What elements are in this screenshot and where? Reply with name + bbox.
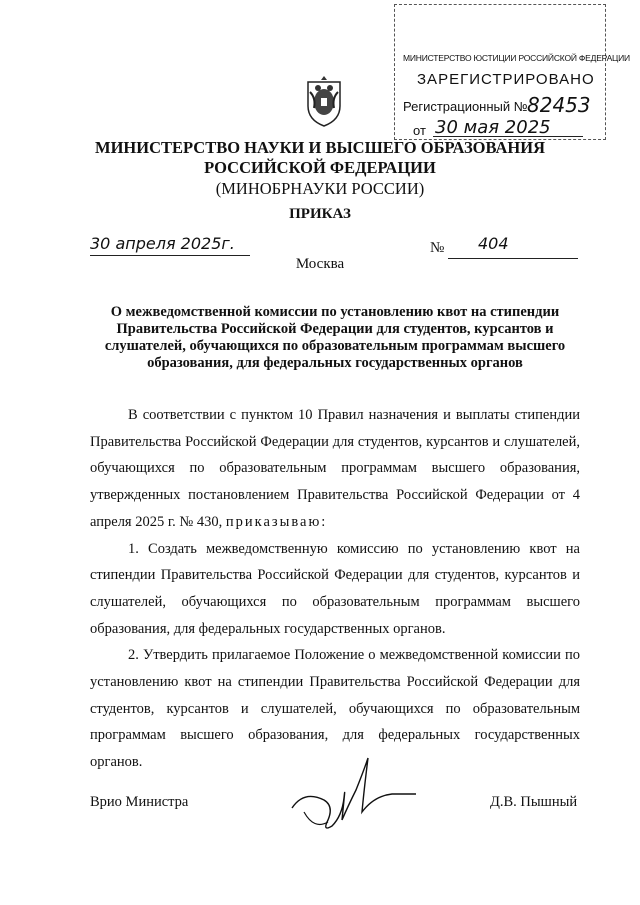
document-type-title: ПРИКАЗ: [289, 206, 351, 222]
intro-text: В соответствии с пунктом 10 Правил назначения и выплаты стипендии Правительства Российской Федерации для студентов, курсантов и слушателей, обучающихся по образовательным программам высшего образования, утвержденных постановлением Правительства Российской Федерации от 4 апреля 2025 г. № 430,: [90, 407, 580, 530]
ministry-short-name: (МИНОБРНАУКИ РОССИИ): [215, 179, 425, 198]
order-city: Москва: [295, 256, 345, 272]
ministry-name-line1: МИНИСТЕРСТВО НАУКИ И ВЫСШЕГО ОБРАЗОВАНИЯ: [95, 138, 545, 157]
stamp-reg-number: 82453: [527, 93, 591, 117]
stamp-date-prefix: от: [413, 123, 426, 138]
registration-stamp: [394, 4, 630, 140]
signatory-name: Д.В. Пышный: [490, 794, 578, 810]
ministry-header: [0, 138, 640, 200]
stamp-reg-label: Регистрационный №: [403, 99, 528, 114]
intro-paragraph: [90, 402, 580, 536]
signatory-position: Врио Министра: [90, 794, 189, 810]
order-body: [90, 402, 580, 776]
item-2: 2. Утвердить прилагаемое Положение о межведомственной комиссии по установлению квот на стипендии Правительства Российской Федерации для студентов, курсантов и слушателей, обучающихся по образовательным программам высшего образования, для федеральных государственных органов.: [90, 647, 580, 771]
handwritten-signature: [284, 750, 424, 836]
stamp-date-value: 30 мая 2025: [435, 117, 551, 138]
order-number-label: №: [430, 240, 445, 256]
order-date: 30 апреля 2025г.: [90, 234, 235, 253]
stamp-date-underline: [433, 136, 583, 137]
order-number: 404: [478, 234, 509, 253]
order-subject: О межведомственной комиссии по установлению квот на стипендии Правительства Российской Федерации для студентов, курсантов и слушателей, обучающихся по образовательным программам высшего образования, для федеральных государственных органов: [104, 304, 566, 371]
ministry-name-line2: РОССИЙСКОЙ ФЕДЕРАЦИИ: [204, 158, 436, 177]
item-1: 1. Создать межведомственную комиссию по установлению квот на стипендии Правительства Российской Федерации для студентов, курсантов и слушателей, обучающихся по образовательным программам высшего образования, для федеральных государственных органов.: [90, 540, 580, 637]
intro-action: приказываю:: [225, 513, 328, 530]
stamp-registered: ЗАРЕГИСТРИРОВАНО: [417, 71, 595, 88]
stamp-organization: МИНИСТЕРСТВО ЮСТИЦИИ РОССИЙСКОЙ ФЕДЕРАЦИИ: [403, 53, 630, 63]
coat-of-arms-icon: [302, 74, 346, 128]
